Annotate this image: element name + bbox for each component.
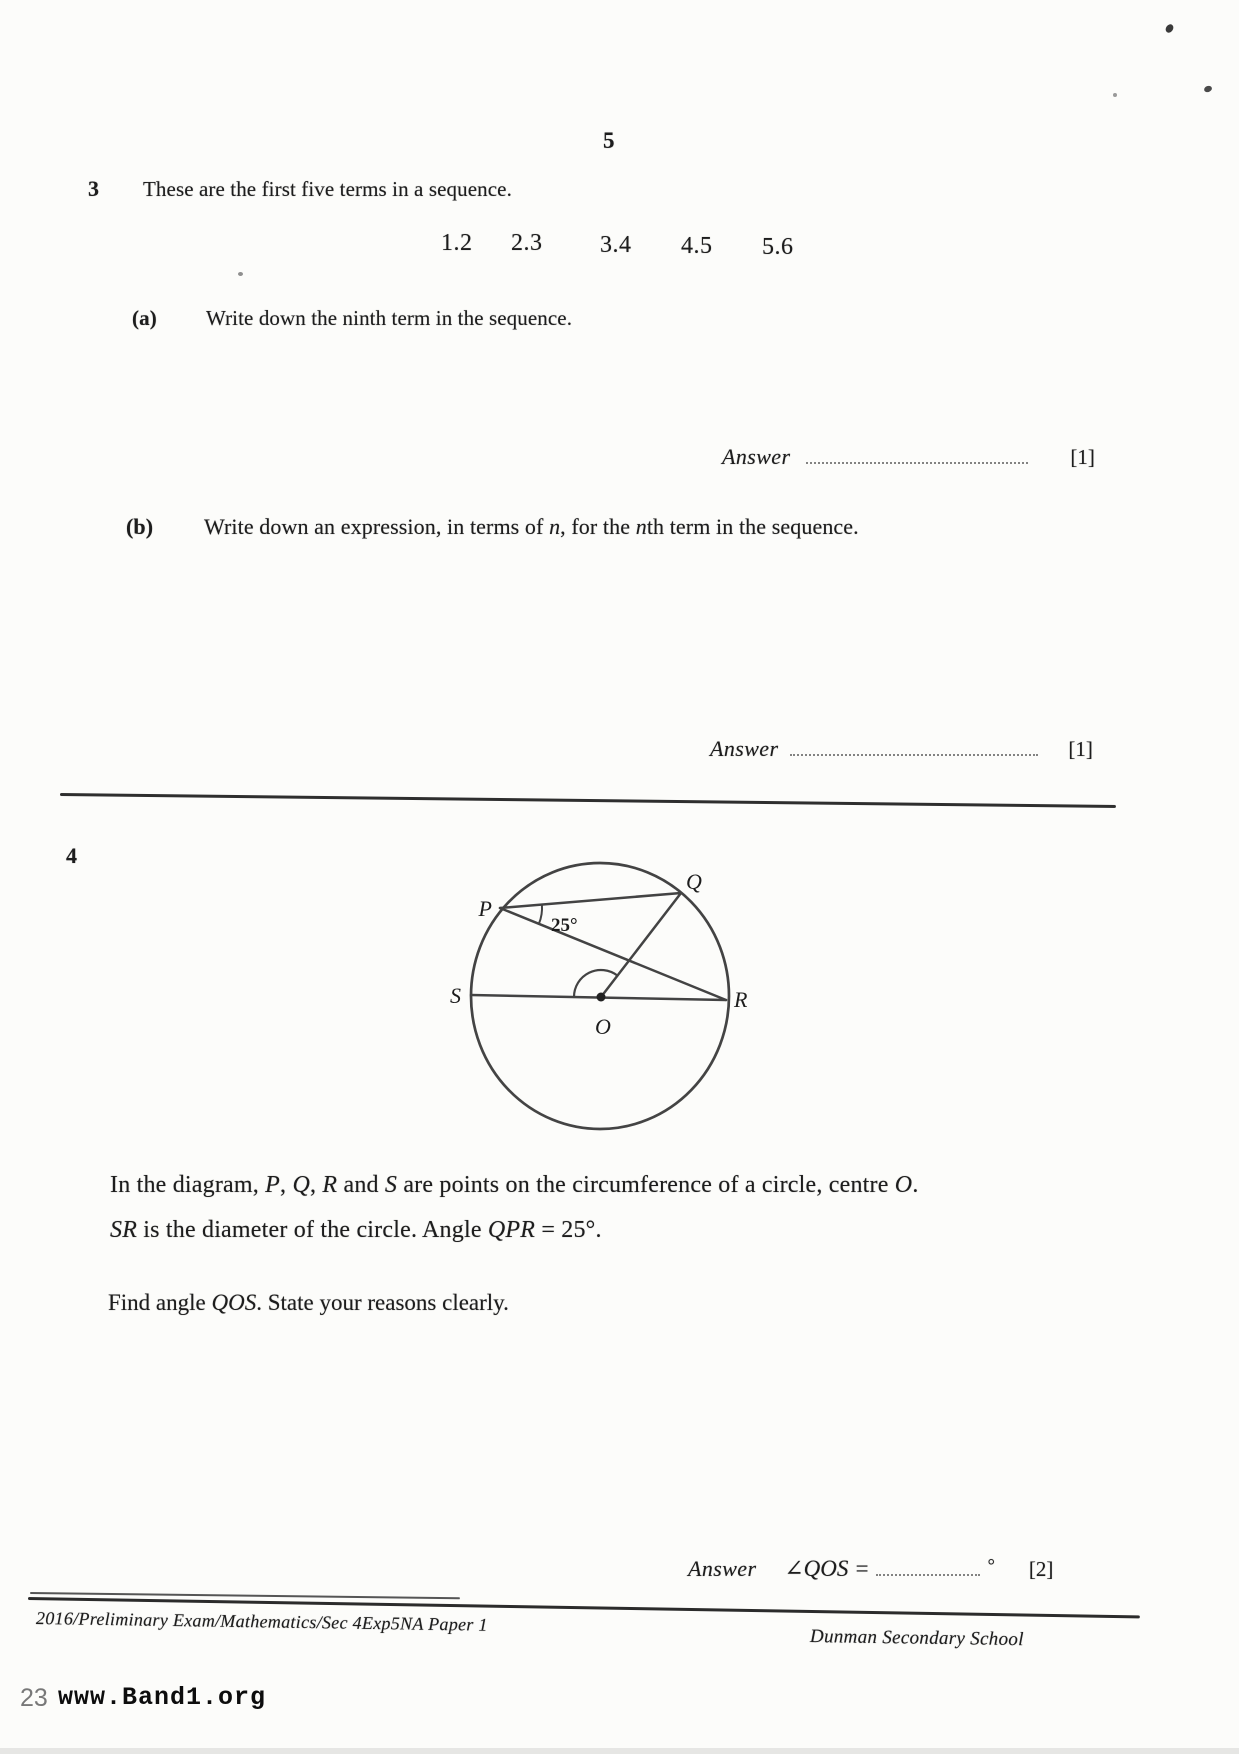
- answer-line: [790, 738, 1038, 756]
- radius-QO: [601, 893, 681, 997]
- question-4-number: 4: [66, 843, 77, 868]
- chord-PR: [500, 908, 726, 1000]
- watermark-url: www.Band1.org: [58, 1683, 267, 1712]
- angle-QPR-arc: [539, 905, 542, 924]
- part-a-label: (a): [132, 306, 157, 330]
- answer-row-a: [722, 444, 1095, 470]
- scan-speck: [1203, 85, 1213, 93]
- angle-25-label: 25°: [551, 915, 578, 936]
- question-3-intro: These are the first five terms in a sequence.: [143, 177, 512, 201]
- point-label-Q: Q: [686, 869, 702, 894]
- sequence-term: 3.4: [600, 232, 632, 258]
- q4-find-instruction: Find angle QOS. State your reasons clearly.: [108, 1290, 509, 1315]
- page-number: 5: [603, 128, 615, 153]
- sequence-term: 4.5: [681, 233, 713, 259]
- centre-label-O: O: [595, 1014, 611, 1039]
- scan-speck: [1164, 23, 1175, 34]
- part-b-label: (b): [126, 514, 154, 539]
- point-label-S: S: [450, 983, 461, 1008]
- point-label-R: R: [734, 987, 748, 1012]
- scan-speck: [238, 272, 243, 276]
- circle-diagram: [440, 845, 760, 1155]
- sequence-term: 1.2: [441, 230, 473, 256]
- part-a-text: Write down the ninth term in the sequence.: [206, 306, 573, 330]
- answer-label: Answer: [688, 1556, 757, 1581]
- answer-label: Answer: [722, 444, 791, 469]
- degree-symbol: °: [987, 1555, 995, 1575]
- q4-description-line2: SR is the diameter of the circle. Angle QPR = 25°.: [110, 1217, 602, 1243]
- section-divider: [60, 793, 1116, 808]
- footer-right-text: Dunman Secondary School: [809, 1626, 1024, 1651]
- answer-prefix-qos: ∠QOS =: [784, 1556, 870, 1581]
- marks-badge: [1]: [1070, 445, 1095, 469]
- page-stamp-number: 23: [20, 1684, 48, 1712]
- question-3-number: 3: [88, 176, 99, 201]
- sequence-term: 5.6: [762, 234, 794, 260]
- q4-description-line1: In the diagram, P, Q, R and S are points on the circumference of a circle, centre O.: [110, 1172, 919, 1198]
- scan-speck: [1113, 93, 1117, 97]
- point-label-P: P: [478, 896, 492, 921]
- sequence-term: 2.3: [511, 230, 543, 256]
- marks-badge: [1]: [1068, 737, 1093, 761]
- answer-label: Answer: [710, 736, 779, 761]
- chord-PQ: [500, 893, 681, 908]
- answer-row-qos: [688, 1556, 1053, 1582]
- part-b-text: Write down an expression, in terms of n, for the nth term in the sequence.: [204, 514, 859, 539]
- answer-line: [876, 1558, 980, 1576]
- scan-edge-shadow: [0, 1748, 1239, 1754]
- centre-dot: [597, 993, 606, 1002]
- answer-line: [806, 446, 1028, 464]
- answer-row-b: [710, 736, 1093, 762]
- footer-left-text: 2016/Preliminary Exam/Mathematics/Sec 4Exp5NA Paper 1: [35, 1608, 488, 1635]
- marks-badge: [2]: [1028, 1557, 1054, 1581]
